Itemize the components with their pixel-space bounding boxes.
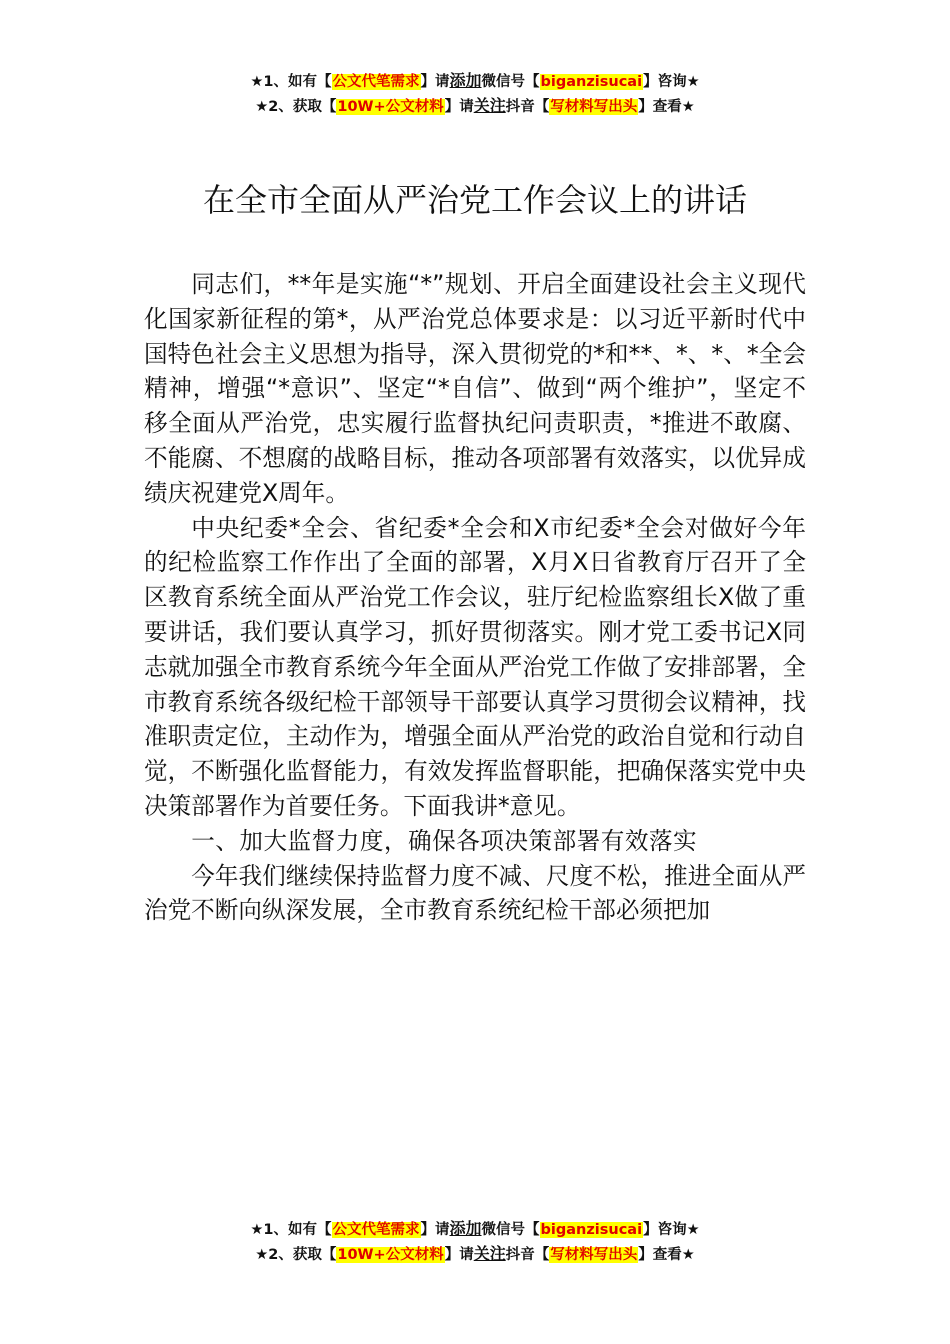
- promo-line-2-highlight-1: 10W+公文材料: [337, 1247, 444, 1263]
- promo-line-2-mid-1: 】请: [444, 1247, 474, 1263]
- promo-line-1-highlight-2: biganzisucai: [540, 1222, 643, 1238]
- promo-line-1-underline: 添加: [449, 71, 482, 90]
- promo-line-2-suffix: 】查看★: [638, 99, 695, 115]
- promo-line-1-highlight-1: 公文代笔需求: [332, 74, 420, 90]
- promo-line-2-mid-2: 抖音【: [505, 1247, 550, 1263]
- promo-line-2: [0, 94, 950, 119]
- promo-line-1-mid-1: 】请: [420, 74, 450, 90]
- document-title: 在全市全面从严治党工作会议上的讲话: [202, 181, 747, 219]
- promo-line-1-suffix: 】咨询★: [643, 74, 700, 90]
- promo-line-1-mid-2: 微信号【: [481, 74, 540, 90]
- promo-line-1-mid-2: 微信号【: [481, 1222, 540, 1238]
- promo-line-2-prefix: ★2、获取【: [255, 99, 337, 115]
- promo-line-2-underline: 关注: [473, 1244, 506, 1263]
- document-body: [144, 267, 806, 928]
- section-paragraph: 今年我们继续保持监督力度不减、尺度不松，推进全面从严治党不断向纵深发展，全市教育系统纪检干部必须把加: [144, 861, 806, 925]
- promo-line-2: [0, 1242, 950, 1267]
- promo-banner-top: [0, 69, 950, 119]
- promo-line-1: [0, 1217, 950, 1242]
- promo-line-1-prefix: ★1、如有【: [250, 1222, 332, 1238]
- promo-line-2-mid-1: 】请: [444, 99, 474, 115]
- promo-line-1-suffix: 】咨询★: [643, 1222, 700, 1238]
- promo-banner-bottom: [0, 1217, 950, 1267]
- promo-line-2-mid-2: 抖音【: [505, 99, 550, 115]
- promo-line-1-prefix: ★1、如有【: [250, 74, 332, 90]
- promo-line-1-mid-1: 】请: [420, 1222, 450, 1238]
- body-paragraph: 中央纪委*全会、省纪委*全会和X市纪委*全会对做好今年的纪检监察工作作出了全面的部署，X月X日省教育厅召开了全区教育系统全面从严治党工作会议，驻厅纪检监察组长X做了重要讲话，我们要认真学习，抓好贯彻落实。刚才党工委书记X同志就加强全市教育系统今年全面从严治党工作做了安排部署，全市教育系统各级纪检干部领导干部要认真学习贯彻会议精神，找准职责定位，主动作为，增强全面从严治党的政治自觉和行动自觉，不断强化监督能力，有效发挥监督职能，把确保落实党中央决策部署作为首要任务。下面我讲*意见。: [144, 513, 806, 820]
- promo-line-2-underline: 关注: [473, 96, 506, 115]
- promo-line-1-highlight-2: biganzisucai: [540, 74, 643, 90]
- promo-line-2-prefix: ★2、获取【: [255, 1247, 337, 1263]
- promo-line-2-highlight-1: 10W+公文材料: [337, 99, 444, 115]
- body-paragraph: 同志们，**年是实施“*”规划、开启全面建设社会主义现代化国家新征程的第*，从严治党总体要求是：以习近平新时代中国特色社会主义思想为指导，深入贯彻党的*和**、*、*、*全会精神，增强“*意识”、坚定“*自信”、做到“两个维护”，坚定不移全面从严治党，忠实履行监督执纪问责职责，*推进不敢腐、不能腐、不想腐的战略目标，推动各项部署有效落实，以优异成绩庆祝建党X周年。: [144, 270, 806, 507]
- promo-line-2-highlight-2: 写材料写出头: [550, 99, 638, 115]
- promo-line-1-underline: 添加: [449, 1219, 482, 1238]
- promo-line-1: [0, 69, 950, 94]
- promo-line-2-suffix: 】查看★: [638, 1247, 695, 1263]
- promo-line-2-highlight-2: 写材料写出头: [550, 1247, 638, 1263]
- promo-line-1-highlight-1: 公文代笔需求: [332, 1222, 420, 1238]
- section-heading: 一、加大监督力度，确保各项决策部署有效落实: [191, 826, 698, 855]
